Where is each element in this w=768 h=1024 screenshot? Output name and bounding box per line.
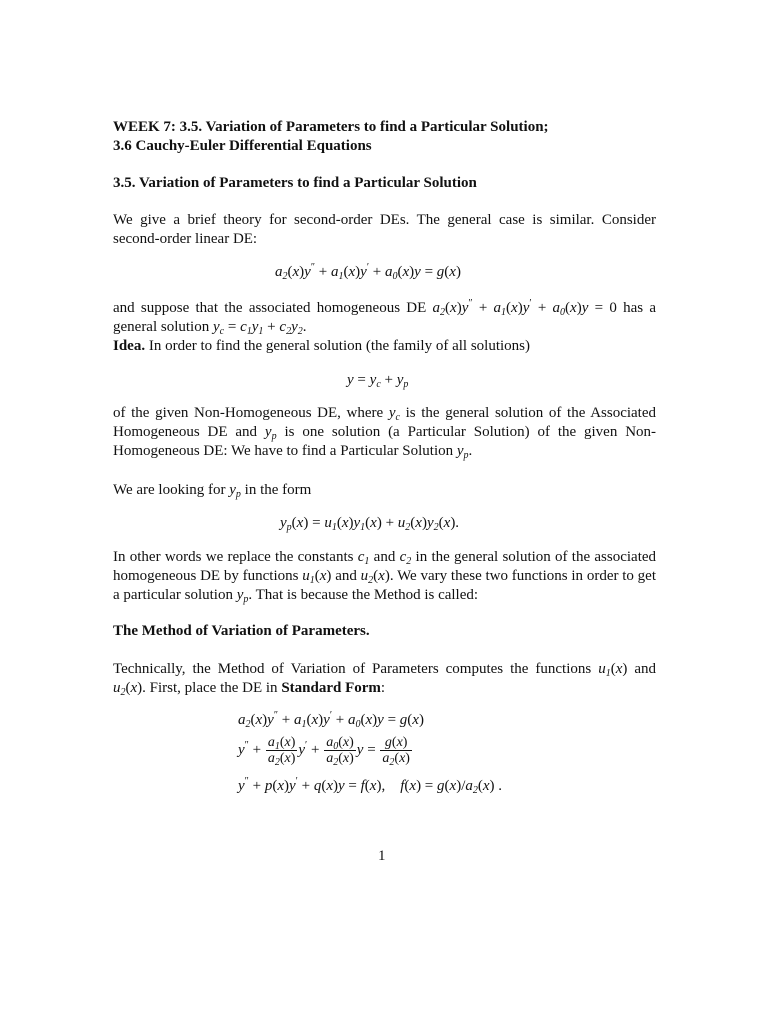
looking-text-a: We are looking for: [113, 482, 226, 498]
title-line-1: WEEK 7: 3.5. Variation of Parameters to find a Particular Solution;: [113, 119, 549, 135]
technically-paragraph: Technically, the Method of Variation of Parameters computes the functions $u_1(x)$ and $u_2(x)$. First, place the DE in Standard Form:: [113, 661, 656, 698]
looking-text-b: in the form: [244, 482, 312, 498]
idea-paragraph: [113, 337, 656, 356]
title-line-2: 3.6 Cauchy-Euler Differential Equations: [113, 138, 372, 154]
other-text-e: . We vary these two functions in order to get a particular solution: [113, 568, 657, 603]
looking-paragraph: We are looking for $y_p$ in the form: [113, 482, 312, 500]
technically-text-c: . First, place the DE in: [142, 680, 278, 696]
given-text-b: is the general solution of the Associated Homogeneous DE and: [113, 405, 657, 440]
fraction-g-a2: $\frac{g(x)}{a_2(x)}$: [382, 735, 410, 768]
method-heading: The Method of Variation of Parameters.: [113, 623, 370, 639]
idea-text: In order to find the general solution (the family of all solutions): [148, 338, 531, 354]
fraction-a0-a2: $\frac{a_0(x)}{a_2(x)}$: [326, 735, 354, 768]
fraction-a1-a2: $\frac{a_1(x)}{a_2(x)}$: [267, 735, 296, 768]
intro-paragraph: [113, 211, 656, 249]
idea-label: Idea.: [113, 338, 146, 354]
page-number: 1: [378, 848, 386, 864]
other-text-b: and: [373, 549, 396, 565]
equation-general-solution: $y = y_c + y_p$: [347, 372, 409, 390]
other-text-f: . That is because the Method is called:: [248, 587, 479, 603]
other-words-paragraph: In other words we replace the constants $c_1$ and $c_2$ in the general solution of the associated homogeneous DE by functions $u_1(x)$ and $u_2(x)$. We vary these two functions in order to get a particular solution $y_p$. That is because the Method is called:: [113, 549, 657, 605]
suppose-paragraph: and suppose that the associated homogeneous DE $a_2(x)y'' + a_1(x)y' + a_0(x)y = 0$ has a general solution $y_c = c_1y_1 + c_2y_2$.: [113, 298, 656, 337]
given-text-c: is one solution (a Particular Solution) of the given Non-Homogeneous DE: We have to find a Particular Solution: [113, 424, 657, 459]
given-text-a: of the given Non-Homogeneous DE, where: [113, 405, 384, 421]
suppose-text-a: and suppose that the associated homogeneous DE: [113, 300, 427, 316]
page-title: [113, 118, 673, 156]
technically-text-b: and: [634, 661, 656, 677]
other-text-c: in the general solution of the associated homogeneous DE by functions: [113, 549, 657, 584]
other-text-d: and: [335, 568, 357, 584]
suppose-text-b: has a general solution: [113, 300, 656, 335]
standard-form-label: Standard Form: [281, 680, 381, 696]
section-heading: 3.5. Variation of Parameters to find a Particular Solution: [113, 175, 477, 191]
given-paragraph: of the given Non-Homogeneous DE, where $y_c$ is the general solution of the Associated Homogeneous DE and $y_p$ is one solution (a Particular Solution) of the given Non-Homogeneous DE: We have to find a Particular Solution $y_p$.: [113, 405, 657, 461]
equation-standard-3: y″ + p(x)y′ + q(x)y = f(x), $f(x) = g(x)/a_2(x)$ .: [238, 776, 503, 796]
colon: :: [380, 680, 386, 696]
technically-text-a: Technically, the Method of Variation of Parameters computes the functions: [113, 661, 592, 677]
intro-text: We give a brief theory for second-order DEs. The general case is similar. Consider second-order linear DE:: [113, 212, 656, 247]
equation-yp-form: $y_p(x) = u_1(x)y_1(x) + u_2(x)y_2(x)$.: [280, 515, 460, 533]
equation-de: $a_2(x)y'' + a_1(x)y' + a_0(x)y = g(x)$: [275, 262, 461, 282]
other-text-a: In other words we replace the constants: [113, 549, 354, 565]
equation-standard-2: y″ + $\frac{a_1(x)}{a_2(x)}$ y′ + $\frac{a_0(x)}{a_2(x)}$ y = $\frac{g(x)}{a_2(x)}$: [238, 735, 410, 768]
equation-standard-1: $a_2(x)y'' + a_1(x)y' + a_0(x)y = g(x)$: [238, 710, 424, 730]
